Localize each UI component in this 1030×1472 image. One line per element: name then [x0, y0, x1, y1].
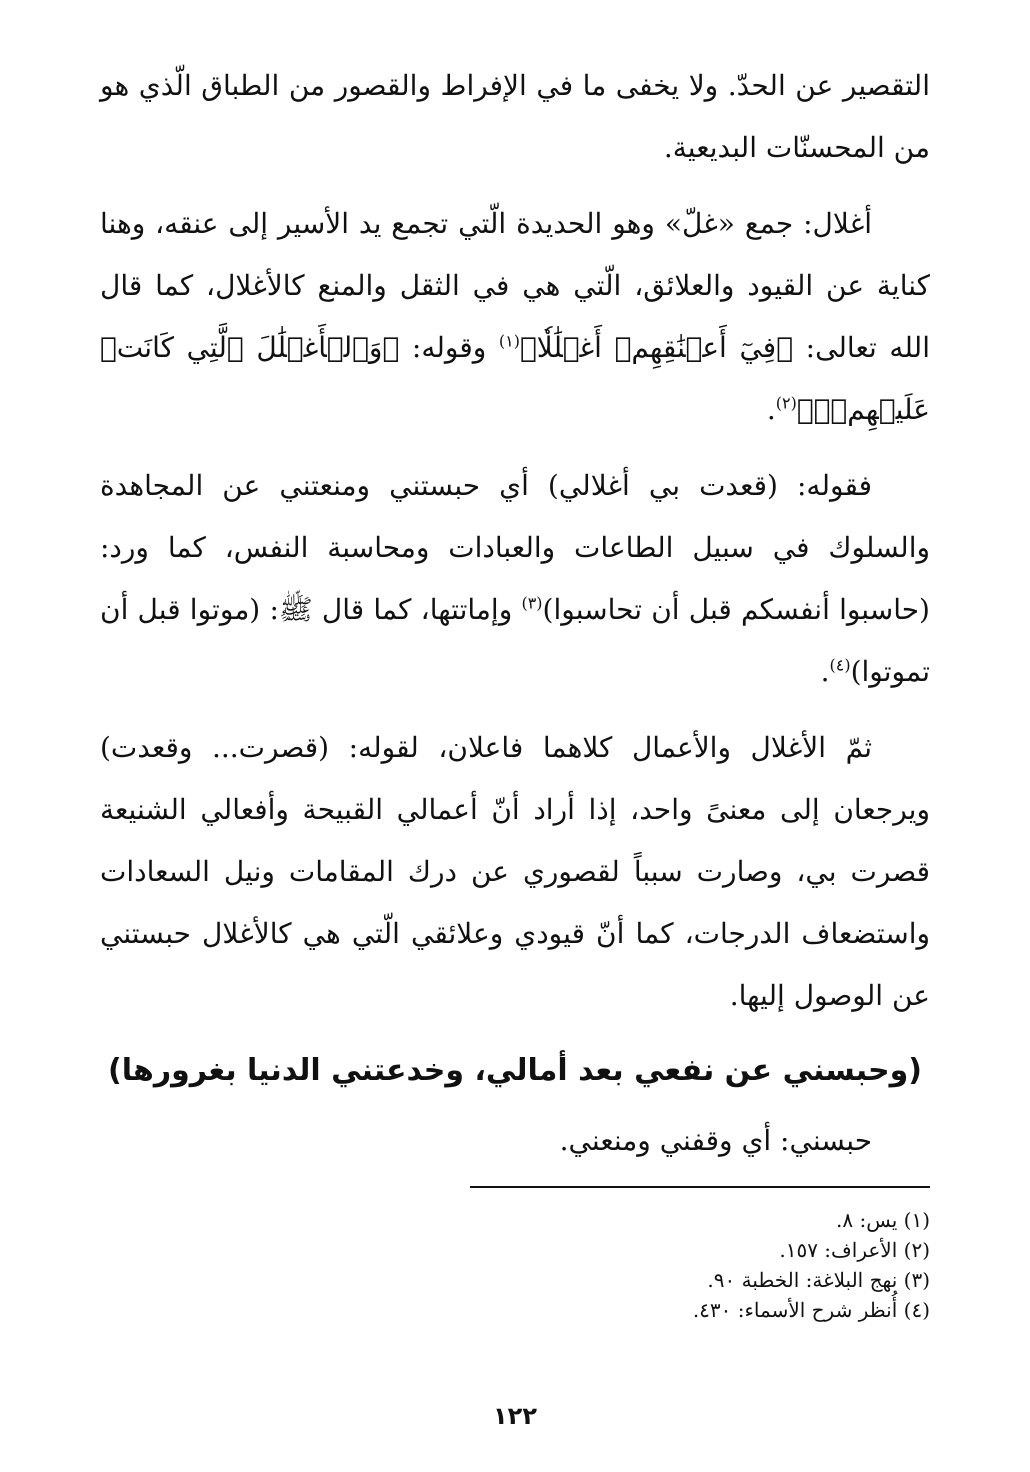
footnote-4: (٤) أُنظر شرح الأسماء: ٤٣٠.	[692, 1298, 930, 1322]
paragraph-2-text-a: أغلال: جمع «غلّ» وهو الحديدة الّتي تجمع يد الأسير إلى عنقه، وهنا كناية عن القيود والعلائق، الّتي هي في الثقل والمنع كالأغلال، كما قال الله تعالى:	[100, 207, 930, 364]
paragraph-1-text: التقصير عن الحدّ. ولا يخفى ما في الإفراط والقصور من الطباق الّذي هو من المحسنّات البديعية.	[100, 69, 930, 164]
paragraph-3-end: .	[820, 655, 830, 688]
footnote-ref-3: (٣)	[521, 593, 543, 613]
paragraph-3-text-a: فقوله: (قعدت بي أغلالي) أي حبستني ومنعتني عن المجاهدة والسلوك في سبيل الطاعات والعبادات ومحاسبة النفس، كما ورد: (حاسبوا أنفسكم قبل أن تحاسبوا)	[100, 469, 930, 626]
paragraph-4	[100, 717, 930, 1027]
footnote-ref-4: (٤)	[829, 655, 851, 675]
paragraph-2	[100, 193, 930, 441]
page-number: ١٢٢	[493, 1402, 537, 1430]
paragraph-3-text-b: وإماتتها، كما قال ﷺ: (موتوا قبل أن تموتوا)	[100, 593, 930, 688]
paragraph-3	[100, 455, 930, 703]
definition-line: حبسني: أي وقفني ومنعني.	[559, 1124, 872, 1157]
quran-verse-1: ﴿فِيٓ أَعۡنَٰقِهِمۡ أَغۡلَٰلٗا﴾	[519, 331, 793, 364]
footnote-divider	[470, 1186, 930, 1188]
footnotes	[100, 1205, 930, 1325]
footnote-1: (١) يس: ٨.	[836, 1208, 930, 1232]
paragraph-1	[100, 55, 930, 179]
paragraph-2-text-b: وقوله:	[399, 331, 499, 364]
quran-verse-2: ﴿وَٱلۡأَغۡلَٰلَ ٱلَّتِي كَانَتۡ عَلَيۡهِمۡۚ﴾	[100, 331, 930, 426]
footnote-2: (٢) الأعراف: ١٥٧.	[779, 1238, 930, 1262]
footnote-ref-1: (١)	[498, 331, 520, 351]
footnote-3: (٣) نهج البلاغة: الخطبة ٩٠.	[707, 1268, 930, 1292]
section-heading: (وحبسني عن نفعي بعد أمالي، وخدعتني الدنيا بغرورها)	[108, 1053, 922, 1088]
paragraph-4-text: ثمّ الأغلال والأعمال كلاهما فاعلان، لقوله: (قصرت... وقعدت) ويرجعان إلى معنىً واحد، إذا أراد أنّ أعمالي القبيحة وأفعالي الشنيعة قصرت بي، وصارت سبباً لقصوري عن درك المقامات ونيل السعادات واستضعاف الدرجات، كما أنّ قيودي وعلائقي الّتي هي كالأغلال حبستني عن الوصول إليها.	[100, 731, 930, 1012]
paragraph-2-end: .	[766, 393, 776, 426]
page-body	[100, 55, 930, 1171]
footnote-ref-2: (٢)	[775, 393, 797, 413]
